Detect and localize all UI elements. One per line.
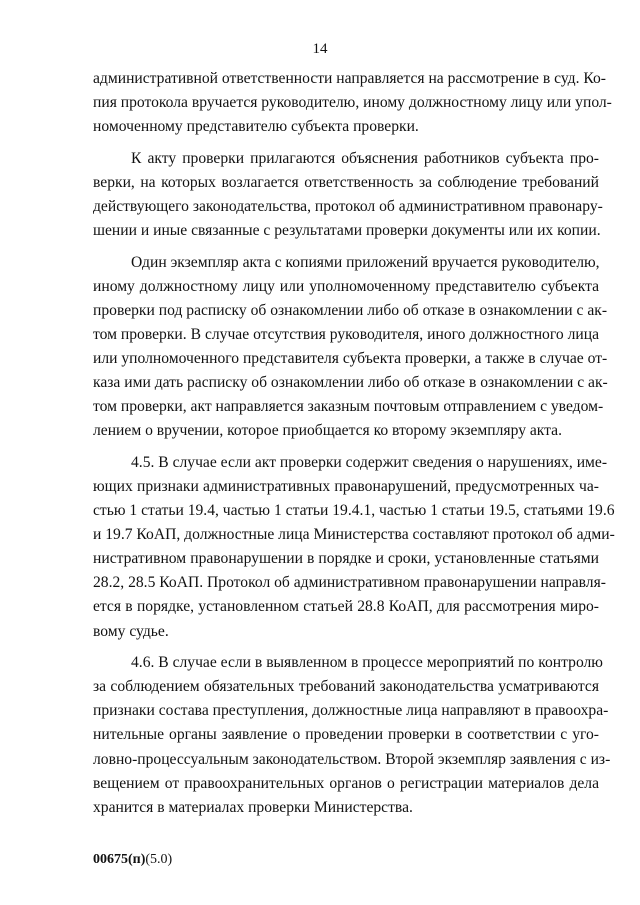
- text-line: каза ими дать расписку об ознакомлении либо об отказе в ознакомлении с ак-: [93, 374, 608, 392]
- paragraph-3: [93, 251, 608, 444]
- document-code-version: (5.0): [145, 852, 173, 867]
- document-body: [93, 67, 615, 827]
- page-number: 14: [312, 41, 328, 57]
- text-line: признаки состава преступления, должностные лица направляют в правоохра-: [93, 702, 609, 720]
- text-line: лением о вручении, которое приобщается ко второму экземпляру акта.: [93, 422, 563, 440]
- text-line: ловно-процессуальным законодательством. Второй экземпляр заявления с из-: [93, 750, 611, 768]
- text-line: иному должностному лицу или уполномоченному представителю субъекта: [93, 277, 599, 295]
- text-line: административной ответственности направляется на рассмотрение в суд. Ко-: [93, 70, 607, 87]
- text-line: том проверки. В случае отсутствия руководителя, иного должностного лица: [93, 325, 599, 343]
- text-line: или уполномоченного представителя субъекта проверки, а также в случае от-: [93, 350, 608, 368]
- text-line: пия протокола вручается руководителю, иному должностному лицу или упол-: [93, 94, 612, 112]
- paragraph-4-6: [93, 651, 611, 820]
- text-line: хранится в материалах проверки Министерства.: [93, 798, 413, 816]
- text-line: том проверки, акт направляется заказным почтовым отправлением с уведом-: [93, 398, 604, 416]
- text-line: нительные органы заявление о проведении проверки в соответствии с уго-: [93, 726, 599, 744]
- text-line: Один экземпляр акта с копиями приложений вручается руководителю,: [131, 253, 600, 271]
- text-line: 28.2, 28.5 КоАП. Протокол об административном правонарушении направля-: [93, 574, 606, 592]
- text-line: верки, на которых возлагается ответственность за соблюдение требований: [93, 173, 599, 191]
- text-line: ется в порядке, установленном статьей 28.8 КоАП, для рассмотрения миро-: [93, 598, 599, 616]
- text-line: вещением от правоохранительных органов о регистрации материалов дела: [93, 774, 599, 792]
- text-line: проверки под расписку об ознакомлении либо об отказе в ознакомлении с ак-: [93, 301, 608, 319]
- text-line: и 19.7 КоАП, должностные лица Министерства составляют протокол об адми-: [93, 526, 615, 544]
- text-line: вому судье.: [93, 622, 169, 640]
- text-line: К акту проверки прилагаются объяснения работников субъекта про-: [131, 149, 599, 167]
- paragraph-2: [93, 147, 603, 243]
- text-line: стью 1 статьи 19.4, частью 1 статьи 19.4.1, частью 1 статьи 19.5, статьями 19.6: [93, 502, 615, 520]
- text-line: действующего законодательства, протокол об административном правонару-: [93, 197, 603, 215]
- document-code-number: 00675(п): [93, 852, 146, 867]
- paragraph-1: [93, 67, 612, 139]
- text-line: шении и иные связанные с результатами проверки документы или их копии.: [93, 222, 601, 240]
- document-code: [93, 851, 172, 869]
- text-line: нистративном правонарушении в порядке и сроки, установленные статьями: [93, 550, 599, 568]
- text-line: номоченному представителю субъекта проверки.: [93, 118, 419, 136]
- paragraph-4-5: [93, 451, 615, 644]
- text-line: ющих признаки административных правонарушений, предусмотренных ча-: [93, 478, 599, 495]
- text-line: за соблюдением обязательных требований законодательства усматриваются: [93, 678, 599, 696]
- text-line: 4.6. В случае если в выявленном в процессе мероприятий по контролю: [131, 654, 603, 672]
- text-line: 4.5. В случае если акт проверки содержит сведения о нарушениях, име-: [131, 453, 608, 471]
